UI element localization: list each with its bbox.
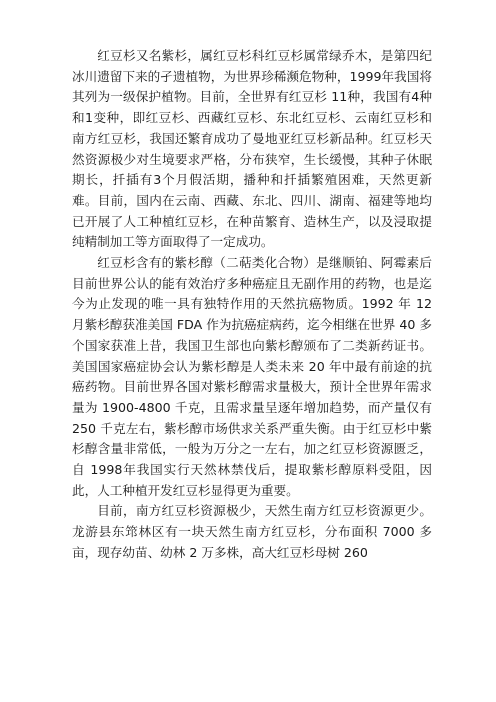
paragraph-1: 红豆杉又名紫杉，属红豆杉科红豆杉属常绿乔木，是第四纪冰川遗留下来的孑遗植物，为世界珍稀濒危物种，1999年我国将其列为一级保护植物。目前，全世界有红豆杉 11种，我国有4种和1变种，即红豆杉、西藏红豆杉、东北红豆杉、云南红豆杉和南方红豆杉，我国还繁育成功了曼地亚红豆杉新品种。红豆杉天然资源极少对生境要求严格，分布狭窄，生长缓慢，其种子休眠期长，扦插有3个月假活期，播种和扦插繁殖困难，天然更新难。目前，国内在云南、西藏、东北、四川、湖南、福建等地均已开展了人工种植红豆杉，在种苗繁育、造林生产，以及浸取提纯精制加工等方面取得了一定成功。 [72, 48, 432, 250]
document-page [72, 46, 432, 686]
paragraph-3: 目前，南方红豆杉资源极少，天然生南方红豆杉资源更少。龙游县东筇林区有一块天然生南方红豆杉，分布面积 7000 多亩，现存幼苗、幼林 2 万多株，高大红豆杉母树 260 [72, 503, 432, 560]
paragraph-2: 红豆杉含有的紫杉醇（二萜类化合物）是继顺铂、阿霉素后目前世界公认的能有效治疗多种癌症且无副作用的药物，也是迄今为止发现的唯一具有独特作用的天然抗癌物质。1992 年 12 月紫杉醇获准美国 FDA 作为抗癌症病药，迄今相继在世界 40 多个国家获准上昔，我国卫生部也向紫杉醇颁布了二类新药证书。美国国家癌症协会认为紫杉醇是人类未来 20 年中最有前途的抗癌药物。目前世界各国对紫杉醇需求量极大，预计全世界年需求量为 1900-4800 千克，且需求量呈逐年增加趋势，而产量仅有 250 千克左右，紫杉醇市场供求关系严重失衡。由于红豆杉中紫杉醇含量非常低，一般为万分之一左右，加之红豆杉资源匮乏，自 1998年我国实行天然林禁伐后，提取紫杉醇原料受阻，因此，人工种植开发红豆杉显得更为重要。 [72, 255, 432, 498]
